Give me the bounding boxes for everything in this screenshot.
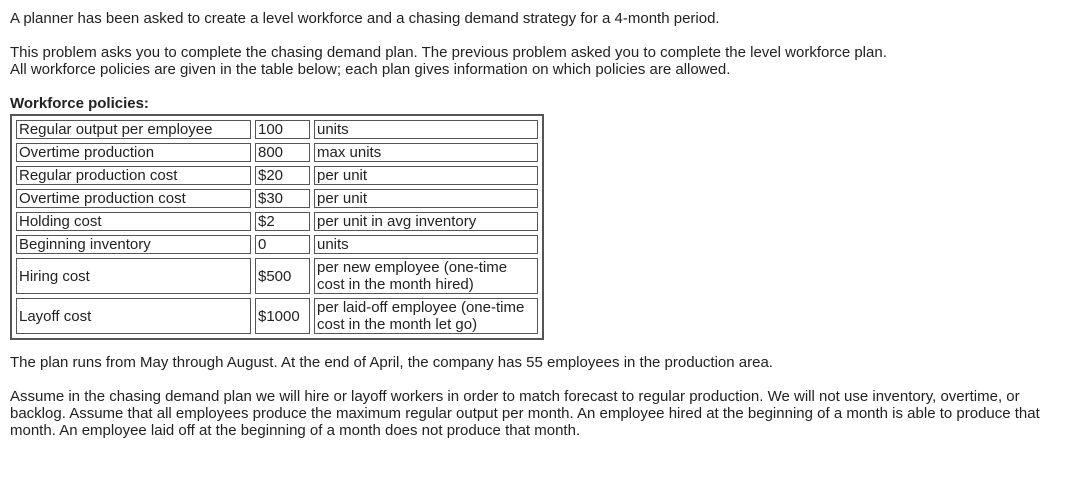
problem-description-line2: All workforce policies are given in the table below; each plan gives information on which policies are allowed.	[10, 61, 731, 78]
plan-period-text: The plan runs from May through August. At the end of April, the company has 55 employees in the production area.	[10, 354, 773, 371]
policy-unit: per unit	[314, 189, 538, 208]
table-row	[16, 258, 538, 294]
policy-label: Layoff cost	[16, 298, 251, 334]
workforce-policies-table	[10, 114, 544, 340]
table-row	[16, 298, 538, 334]
table-row	[16, 212, 538, 231]
policy-label: Beginning inventory	[16, 235, 251, 254]
policy-value: $500	[255, 258, 310, 294]
policy-unit: per laid-off employee (one-time cost in the month let go)	[314, 298, 538, 334]
policy-unit: per new employee (one-time cost in the month hired)	[314, 258, 538, 294]
policy-value: $20	[255, 166, 310, 185]
policy-unit: units	[314, 235, 538, 254]
policy-label: Overtime production cost	[16, 189, 251, 208]
policy-value: $2	[255, 212, 310, 231]
policy-label: Regular production cost	[16, 166, 251, 185]
policy-value: $30	[255, 189, 310, 208]
policy-value: 100	[255, 120, 310, 139]
assumptions-text: Assume in the chasing demand plan we will hire or layoff workers in order to match forecast to regular production. We will not use inventory, overtime, or backlog. Assume that all employees produce the maximum regular output per month. An employee hired at the beginning of a month is able to produce that month. An employee laid off at the beginning of a month does not produce that month.	[10, 388, 1040, 439]
policy-unit: per unit	[314, 166, 538, 185]
table-row	[16, 235, 538, 254]
policy-label: Overtime production	[16, 143, 251, 162]
intro-text: A planner has been asked to create a level workforce and a chasing demand strategy for a 4-month period.	[10, 10, 720, 27]
policy-label: Holding cost	[16, 212, 251, 231]
policy-value: 800	[255, 143, 310, 162]
policy-value: $1000	[255, 298, 310, 334]
table-row	[16, 166, 538, 185]
policy-label: Hiring cost	[16, 258, 251, 294]
policy-unit: max units	[314, 143, 538, 162]
policy-unit: units	[314, 120, 538, 139]
policy-value: 0	[255, 235, 310, 254]
table-row	[16, 143, 538, 162]
table-row	[16, 189, 538, 208]
policy-label: Regular output per employee	[16, 120, 251, 139]
table-heading: Workforce policies:	[10, 95, 149, 112]
table-row	[16, 120, 538, 139]
policy-unit: per unit in avg inventory	[314, 212, 538, 231]
problem-description-line1: This problem asks you to complete the chasing demand plan. The previous problem asked you to complete the level workforce plan.	[10, 44, 887, 61]
